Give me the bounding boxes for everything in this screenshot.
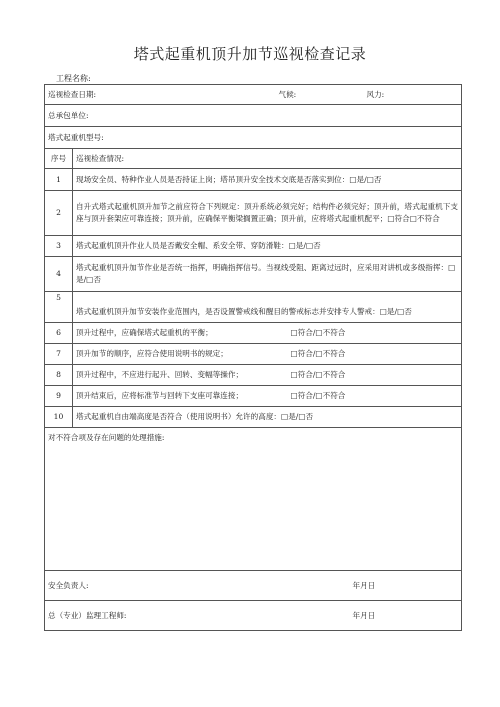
remarks-row [45,428,462,571]
item-number: 1 [45,169,73,191]
item-number: 9 [45,386,73,407]
item-result: □符合/□不符合 [290,370,346,379]
table-row [45,386,462,407]
item-text: 塔式起重机顶升作业人员是否戴安全帽、系安全带、穿防滑鞋：□是/□否 [73,236,462,257]
item-number: 6 [45,323,73,344]
item-number: 7 [45,344,73,365]
table-row [45,365,462,386]
item-text: 塔式起重机自由端高度是否符合（使用说明书）允许的高度：□是/□否 [73,407,462,428]
inspection-date-label: 巡视检查日期: [48,89,97,99]
supervisor-date: 年月日 [352,610,376,620]
weather-label: 气候: [278,89,297,99]
item-result: □符合/□不符合 [290,391,346,400]
col-content-header: 巡视检查情况: [73,149,462,169]
supervisor-signature-row [45,601,462,631]
table-row [45,407,462,428]
table-row [45,292,462,323]
page-title: 塔式起重机顶升加节巡视检查记录 [133,45,367,63]
item-text: 现场安全员、特种作业人员是否持证上岗；塔吊顶升安全技术交底是否落实到位：□是/□否 [73,169,462,191]
item-number: 8 [45,365,73,386]
crane-model-label: 塔式起重机型号: [45,127,462,149]
contractor-label: 总承包单位: [45,105,462,127]
item-text: 塔式起重机顶升加节安装作业范围内，是否设置警戒线和醒目的警戒标志并安排专人警戒：□是/□否 [73,292,462,323]
item-result: □符合/□不符合 [290,349,346,358]
item-text: 塔式起重机顶升加节作业是否统一指挥，明确指挥信号。当视线受阻、距离过远时，应采用对讲机或多级指挥：□是/□否 [73,257,462,292]
table-row [45,169,462,191]
item-text: 顶升过程中，不应进行起升、回转、变幅等操作； [76,370,244,379]
item-number: 2 [45,191,73,236]
safety-signature-row [45,571,462,601]
item-number: 5 [45,292,73,323]
item-text: 顶升加节的顺序，应符合使用说明书的规定； [76,349,228,358]
inspection-table [44,84,462,631]
contractor-row [45,105,462,127]
item-number: 4 [45,257,73,292]
table-row [45,257,462,292]
column-header-row [45,149,462,169]
safety-officer-label: 安全负责人: [48,580,89,590]
remarks-label: 对不符合项及存在问题的处理措施: [45,428,462,571]
item-number: 3 [45,236,73,257]
crane-model-row [45,127,462,149]
item-text: 自升式塔式起重机顶升加节之前应符合下列规定：顶升系统必须完好；结构件必须完好；顶升前，塔式起重机下支座与顶升套架应可靠连接；顶升前，应确保平衡梁搁置正确；顶升前，应将塔式起重机配平；□符合□不符合 [73,191,462,236]
wind-label: 风力: [366,89,385,99]
table-row [45,236,462,257]
item-number: 10 [45,407,73,428]
item-text: 顶升结束后，应将标准节与回转下支座可靠连接； [76,391,244,400]
item-result: □符合/□不符合 [290,328,346,337]
table-row [45,344,462,365]
table-row [45,323,462,344]
supervisor-label: 总（专业）监理工程师: [48,610,127,620]
item-text: 顶升过程中，应确保塔式起重机的平衡； [76,328,213,337]
col-index-header: 序号 [45,149,73,169]
table-row [45,191,462,236]
safety-date: 年月日 [352,580,376,590]
project-name-label: 工程名称: [56,74,91,83]
date-weather-row [45,85,462,105]
